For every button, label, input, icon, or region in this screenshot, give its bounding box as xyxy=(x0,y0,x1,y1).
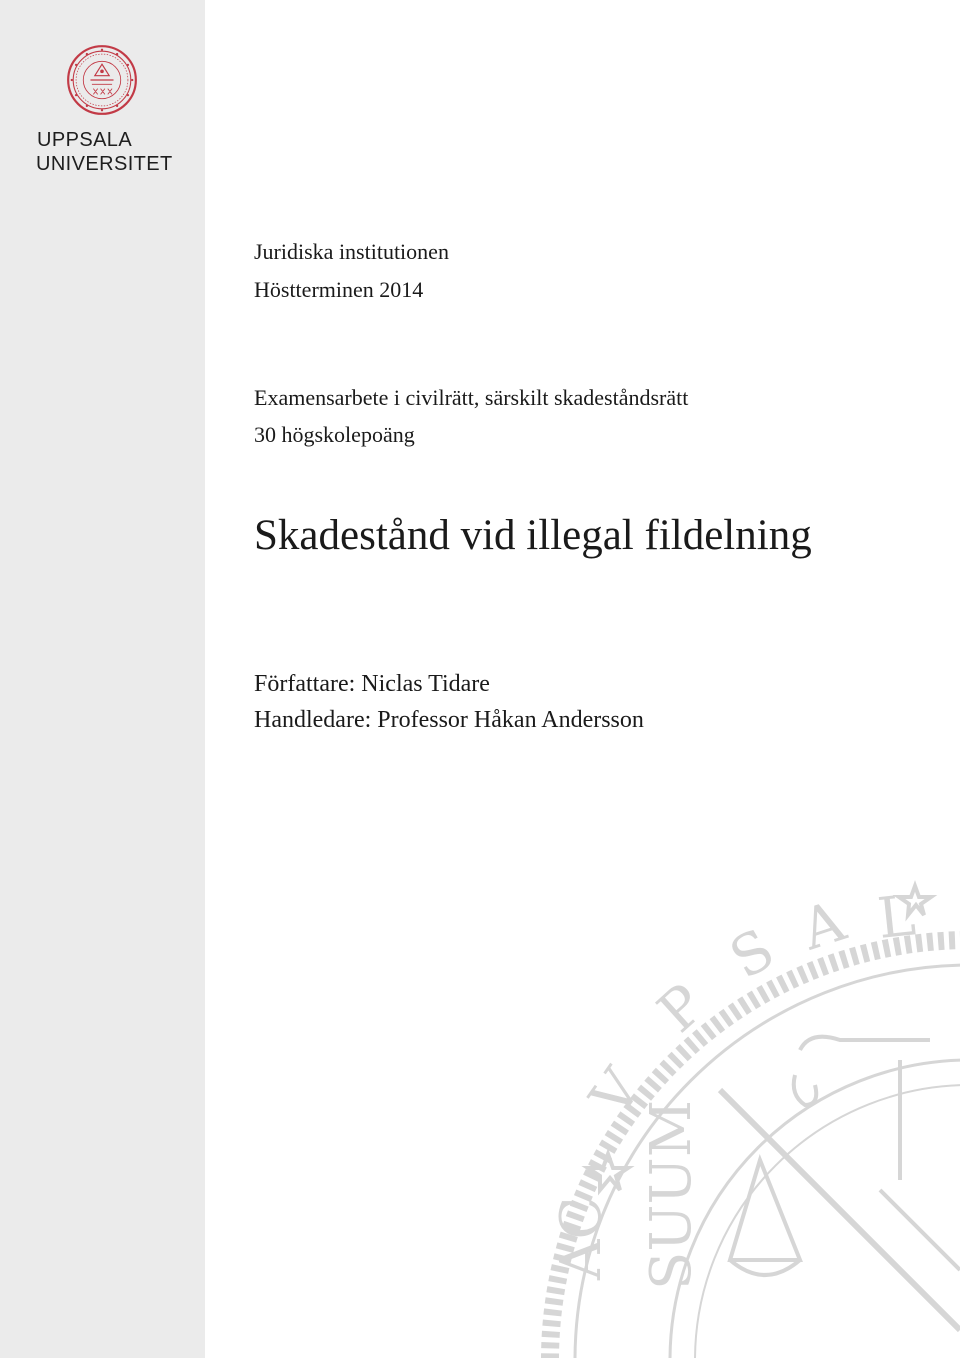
department: Juridiska institutionen xyxy=(254,239,449,264)
svg-text:V: V xyxy=(578,1057,655,1129)
svg-text:L: L xyxy=(874,883,919,952)
thesis-subject: Examensarbete i civilrätt, särskilt skadeståndsrätt xyxy=(254,385,689,410)
svg-text:SUUM: SUUM xyxy=(639,1099,704,1290)
term: Höstterminen 2014 xyxy=(254,277,424,302)
thesis-title: Skadestånd vid illegal fildelning xyxy=(254,512,812,559)
credits: 30 högskolepoäng xyxy=(254,422,415,447)
svg-text:S: S xyxy=(719,916,786,993)
university-wordmark xyxy=(36,128,186,176)
seal-icon xyxy=(66,44,138,116)
university-name-line1: UPPSALA xyxy=(37,129,133,151)
seal-watermark-icon xyxy=(540,860,960,1358)
university-name-line2: UNIVERSITET xyxy=(36,153,173,175)
svg-text:AC: AC xyxy=(549,1196,614,1280)
svg-text:P: P xyxy=(645,971,718,1046)
author: Författare: Niclas Tidare xyxy=(254,671,490,697)
sidebar-panel xyxy=(0,0,205,1358)
supervisor: Handledare: Professor Håkan Andersson xyxy=(254,707,644,733)
svg-text:A: A xyxy=(794,888,853,964)
